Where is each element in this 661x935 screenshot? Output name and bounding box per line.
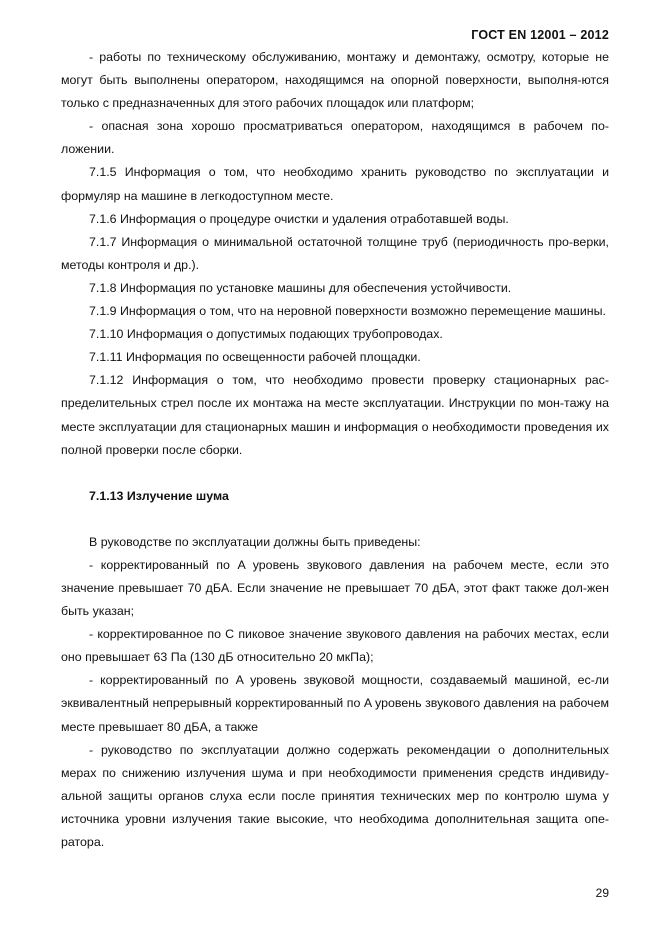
section-heading: 7.1.13 Излучение шума <box>89 488 229 503</box>
page-number: 29 <box>595 886 609 900</box>
paragraph: 7.1.6 Информация о процедуре очистки и удаления отработавшей воды. <box>89 211 509 226</box>
paragraph: - работы по техническому обслуживанию, монтажу и демонтажу, осмотру, которые не могут быть выполнены оператором, находящимся на опорной поверхности, выполня-ются только с предназначенных для этого рабочих площадок или платформ; <box>61 50 609 111</box>
paragraph: 7.1.9 Информация о том, что на неровной поверхности возможно перемещение машины. <box>89 304 606 319</box>
paragraph: 7.1.8 Информация по установке машины для обеспечения устойчивости. <box>89 280 512 295</box>
section-paragraph: - корректированное по C пиковое значение звукового давления на рабочих местах, если оно превышает 63 Па (130 дБ относительно 20 мкПа); <box>61 627 609 665</box>
document-header: ГОСТ EN 12001 – 2012 <box>471 28 609 42</box>
paragraph: - опасная зона хорошо просматриваться оператором, находящимся в рабочем по-ложении. <box>61 119 609 157</box>
paragraph: 7.1.5 Информация о том, что необходимо хранить руководство по эксплуатации и формуляр на машине в легкодоступном месте. <box>61 165 609 203</box>
section-paragraph: - корректированный по A уровень звуковой мощности, создаваемый машиной, ес-ли эквивалентный непрерывный корректированный по A уровень звукового давления на рабочем месте превышает 80 дБA, а также <box>61 673 609 734</box>
section-paragraph: - руководство по эксплуатации должно содержать рекомендации о дополнительных мерах по снижению излучения шума и при необходимости применения средств индивиду-альной защиты органов слуха если после принятия технических мер по контролю шума у источника уровни излучения такие высокие, что необходима дополнительная защита опе-ратора. <box>61 742 609 849</box>
paragraph: 7.1.7 Информация о минимальной остаточной толщине труб (периодичность про-верки, методы контроля и др.). <box>61 234 609 272</box>
section-paragraph: В руководстве по эксплуатации должны быть приведены: <box>89 534 421 549</box>
section-paragraph: - корректированный по A уровень звукового давления на рабочем месте, если это значение превышает 70 дБA. Если значение не превышает 70 дБA, этот факт также дол-жен быть указан; <box>61 557 609 619</box>
paragraph: 7.1.12 Информация о том, что необходимо провести проверку стационарных рас-пределительных стрел после их монтажа на месте эксплуатации. Инструкции по мон-тажу на месте эксплуатации для стационарных машин и информация о необходимости проведения их полной проверки после сборки. <box>61 373 609 457</box>
paragraph: 7.1.11 Информация по освещенности рабочей площадки. <box>89 350 421 365</box>
paragraph: 7.1.10 Информация о допустимых подающих трубопроводах. <box>89 327 443 342</box>
document-body <box>61 46 609 854</box>
